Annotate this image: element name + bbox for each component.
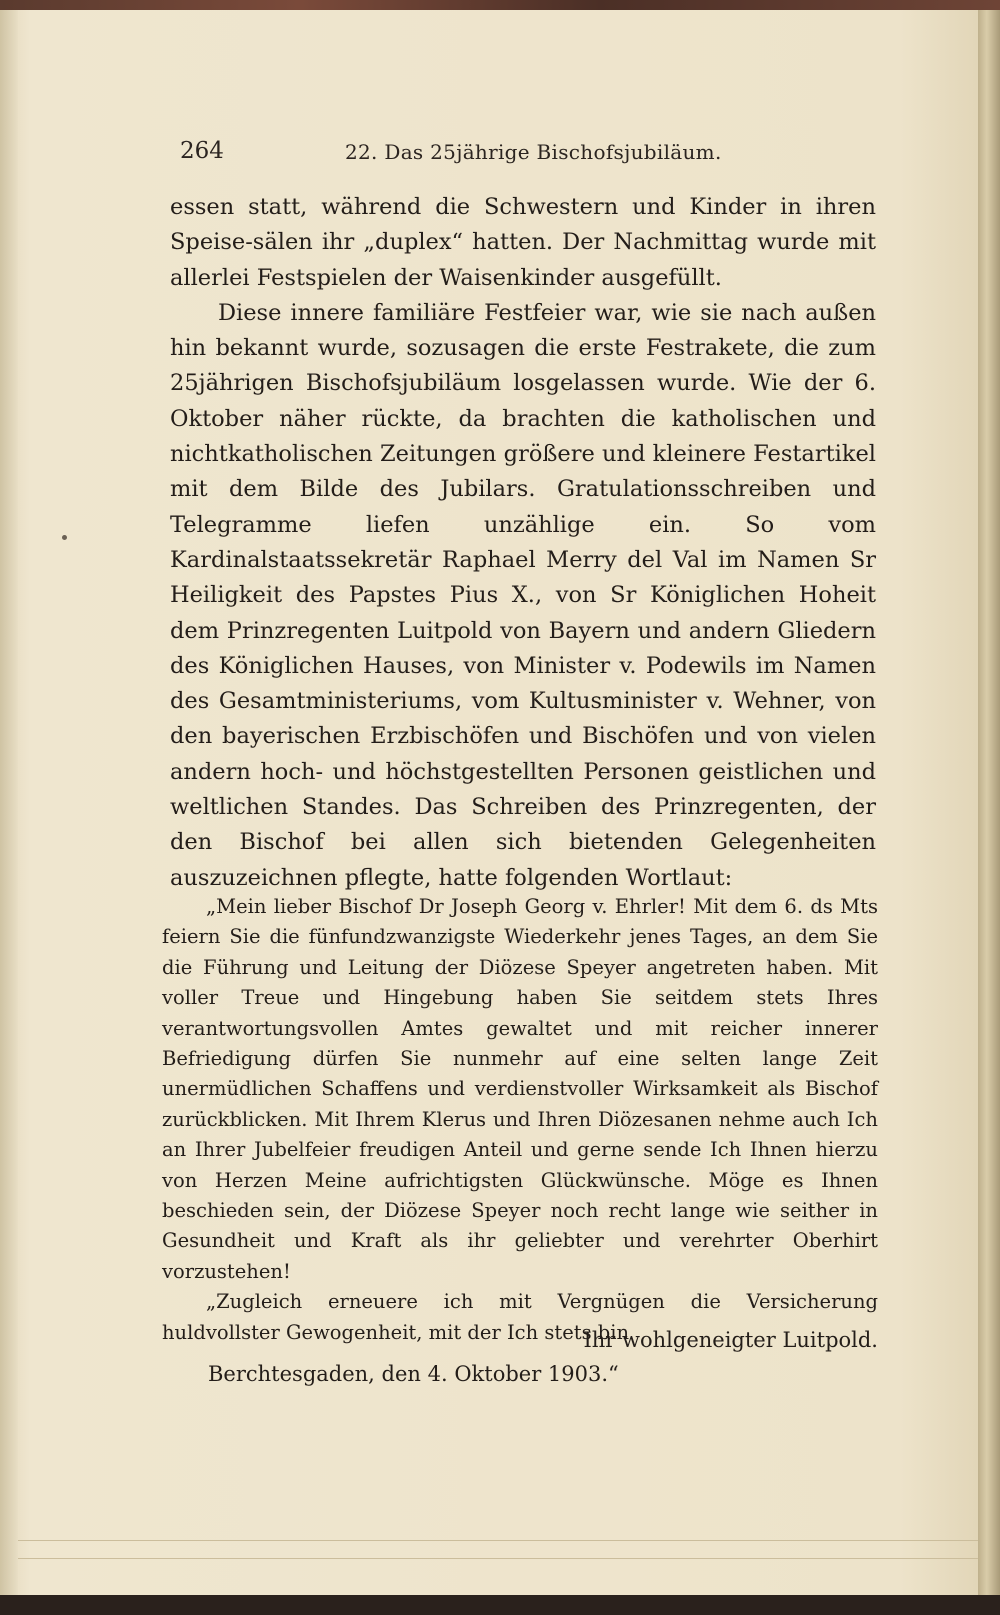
quoted-letter: [162, 892, 878, 1348]
paragraph: Diese innere familiäre Festfeier war, wie sie nach außen hin bekannt wurde, sozusagen die erste Festrakete, die zum 25jährigen Bischofsjubiläum losgelassen wurde. Wie der 6. Oktober näher rückte, da brachten die katholischen und nichtkatholischen Zeitungen größere und kleinere Festartikel mit dem Bilde des Jubilars. Gratulationsschreiben und Telegramme liefen unzählige ein. So vom Kardinalstaatssekretär Raphael Merry del Val im Namen Sr Heiligkeit des Papstes Pius X., von Sr Königlichen Hoheit dem Prinzregenten Luitpold von Bayern und andern Gliedern des Königlichen Hauses, von Minister v. Podewils im Namen des Gesamtministeriums, vom Kultusminister v. Wehner, von den bayerischen Erzbischöfen und Bischöfen und von vielen andern hoch- und höchstgestellten Personen geistlichen und weltlichen Standes. Das Schreiben des Prinzregenten, der den Bischof bei allen sich bietenden Gelegenheiten auszuzeichnen pflegte, hatte folgenden Wortlaut:: [170, 299, 876, 891]
page-number: 264: [180, 138, 224, 164]
page-header: [180, 138, 880, 178]
page-edge-line: [18, 1558, 978, 1559]
letter-paragraph: „Mein lieber Bischof Dr Joseph Georg v. Ehrler! Mit dem 6. ds Mts feiern Sie die fünfundzwanzigste Wiederkehr jenes Tages, an dem Sie die Führung und Leitung der Diözese Speyer angetreten haben. Mit voller Treue und Hingebung haben Sie seitdem stets Ihres verantwortungsvollen Amtes gewaltet und mit reicher innerer Befriedigung dürfen Sie nunmehr auf eine selten lange Zeit unermüdlichen Schaffens und verdienstvoller Wirksamkeit als Bischof zurückblicken. Mit Ihrem Klerus und Ihren Diözesanen nehme auch Ich an Ihrer Jubelfeier freudigen Anteil und gerne sende Ich Ihnen hierzu von Herzen Meine aufrichtigsten Glückwünsche. Möge es Ihnen beschieden sein, der Diözese Speyer noch recht lange wie seither in Gesundheit und Kraft als ihr geliebter und verehrter Oberhirt vorzustehen!: [162, 895, 878, 1283]
letter-paragraph: „Zugleich erneuere ich mit Vergnügen die Versicherung huldvollster Gewogenheit, mit der Ich stets bin: [162, 1290, 878, 1344]
letter-place-date: Berchtesgaden, den 4. Oktober 1903.“: [208, 1362, 619, 1386]
letter-signature: Ihr wohlgeneigter Luitpold.: [583, 1328, 878, 1352]
page-edge-line: [18, 1540, 978, 1541]
page-fore-edge: [978, 10, 1000, 1595]
body-text: [170, 190, 876, 896]
paragraph: essen statt, während die Schwestern und Kinder in ihren Speise-sälen ihr „duplex“ hatten. Der Nachmittag wurde mit allerlei Festspielen der Waisenkinder ausgefüllt.: [170, 194, 876, 291]
page-binding-shadow: [0, 10, 18, 1595]
margin-mark: [62, 535, 67, 540]
running-head: 22. Das 25jährige Bischofsjubiläum.: [345, 140, 722, 164]
